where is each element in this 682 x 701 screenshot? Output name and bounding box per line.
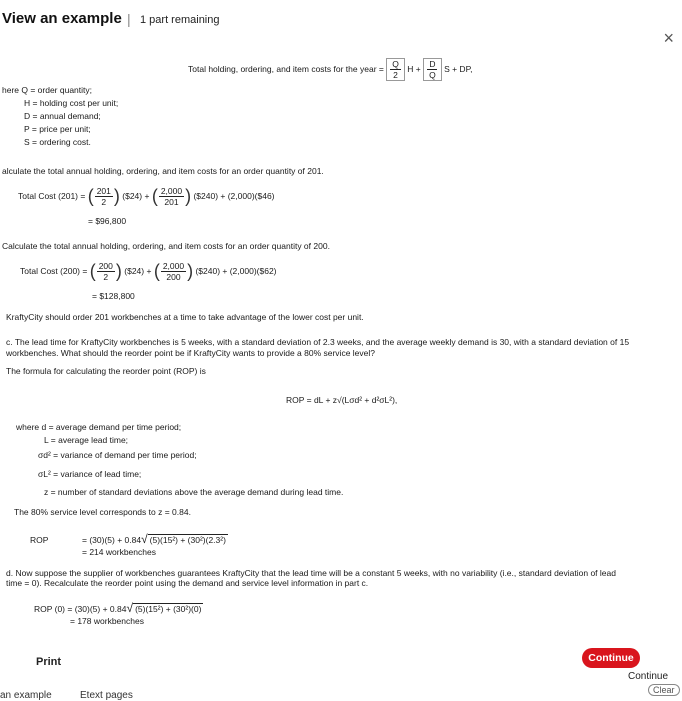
- rop0-label: ROP (0) =: [34, 604, 73, 614]
- continue-button[interactable]: Continue: [582, 648, 640, 668]
- calc200-equation: Total Cost (200) = ( $\frac{200}{2}$ ) ($24) + ( $\frac{2,000}{200}$ ) ($240) + (2,000)($62): [20, 261, 277, 282]
- calc201-label: Total Cost (201) =: [18, 190, 86, 201]
- formula-s-plus-dp: S + DP,: [444, 63, 473, 74]
- clear-button[interactable]: Clear: [648, 684, 680, 696]
- title-separator: |: [127, 11, 131, 27]
- calc200-num1: 200: [98, 261, 113, 271]
- part-d-line1: d. Now suppose the supplier of workbenches guarantees KraftyCity that the lead time will be a constant 5 weeks, with no variability (i.e., standard deviation of lead: [6, 568, 616, 578]
- var-d: D = annual demand;: [24, 111, 101, 121]
- print-button[interactable]: Print: [36, 656, 62, 668]
- rop-label: ROP: [30, 535, 49, 545]
- calc201-equation: Total Cost (201) = ( $\frac{201}{2}$ ) ($24) + ( $\frac{2,000}{201}$ ) ($240) + (2,000)($46): [18, 186, 275, 207]
- calc200-term1: ($24) +: [124, 265, 152, 276]
- var-q: here Q = order quantity;: [2, 85, 93, 95]
- var-h: H = holding cost per unit;: [24, 98, 119, 108]
- rop-radicand: (5)(15²) + (30²)(2.3²): [149, 535, 226, 545]
- tab-example[interactable]: an example: [0, 690, 52, 701]
- calc200-intro: Calculate the total annual holding, ordering, and item costs for an order quantity of 200.: [2, 241, 330, 251]
- d-over-q-box: [423, 58, 442, 81]
- formula-q: Q: [392, 59, 399, 69]
- rop0-result: = 178 workbenches: [70, 616, 144, 626]
- rop-formula: ROP = dL + z√(Lσd² + d²σL²),: [286, 395, 398, 405]
- calc201-num2: 2,000: [160, 186, 183, 196]
- formula-two: 2: [393, 70, 398, 80]
- var-p: P = price per unit;: [24, 124, 91, 134]
- parts-remaining: 1 part remaining: [140, 14, 220, 26]
- part-c-line2: workbenches. What should the reorder point be if KraftyCity wants to provide a 80% service level?: [6, 348, 375, 358]
- calc200-term2: ($240) + (2,000)($62): [195, 265, 277, 276]
- calc201-result: = $96,800: [88, 216, 127, 226]
- def-l: L = average lead time;: [44, 435, 129, 445]
- rop0-expr: (30)(5) + 0.84: [74, 604, 127, 614]
- calc201-num1: 201: [96, 186, 111, 196]
- def-d: where d = average demand per time period;: [16, 422, 182, 432]
- rop-equation: = (30)(5) + 0.84√ (5)(15²) + (30²)(2.3²): [82, 532, 226, 546]
- close-icon[interactable]: ×: [663, 28, 674, 48]
- rop-formula-intro: The formula for calculating the reorder point (ROP) is: [6, 366, 206, 376]
- calc201-den2: 201: [164, 197, 179, 207]
- calc200-den1: 2: [103, 272, 109, 282]
- def-z: z = number of standard deviations above the average demand during lead time.: [44, 487, 344, 497]
- service-level-text: The 80% service level corresponds to z = 0.84.: [14, 507, 191, 517]
- formula-label: Total holding, ordering, and item costs for the year =: [188, 63, 384, 74]
- formula-d: D: [429, 59, 436, 69]
- calc200-result: = $128,800: [92, 291, 135, 301]
- q-over-2-box: [386, 58, 405, 81]
- calc201-intro: alculate the total annual holding, ordering, and item costs for an order quantity of 201.: [2, 166, 324, 176]
- formula-q2: Q: [429, 70, 436, 80]
- total-cost-formula: [188, 58, 473, 81]
- part-c-line1: c. The lead time for KraftyCity workbenches is 5 weeks, with a standard deviation of 2.3 weeks, and the average weekly demand is 30, with a standard deviation of 15: [6, 337, 630, 347]
- part-d-line2: time = 0). Recalculate the reorder point using the demand and service level information in part c.: [6, 578, 369, 588]
- dialog-title: View an example: [2, 10, 122, 27]
- def-sd: σd² = variance of demand per time period;: [38, 450, 197, 460]
- def-sl: σL² = variance of lead time;: [38, 469, 142, 479]
- calc201-term1: ($24) +: [122, 190, 150, 201]
- var-s: S = ordering cost.: [24, 137, 91, 147]
- calc200-den2: 200: [166, 272, 181, 282]
- calc201-term2: ($240) + (2,000)($46): [193, 190, 275, 201]
- calc200-label: Total Cost (200) =: [20, 265, 88, 276]
- calc201-den1: 2: [101, 197, 107, 207]
- calc200-num2: 2,000: [162, 261, 185, 271]
- tab-etext[interactable]: Etext pages: [80, 690, 133, 701]
- rop-expr: = (30)(5) + 0.84: [82, 535, 142, 545]
- rop0-equation: ROP (0) = (30)(5) + 0.84√ (5)(15²) + (30²)(0): [34, 601, 202, 615]
- conclusion-text: KraftyCity should order 201 workbenches at a time to take advantage of the lower cost per unit.: [6, 312, 364, 322]
- rop-result: = 214 workbenches: [82, 547, 156, 557]
- formula-h-plus: H +: [407, 63, 421, 74]
- rop0-radicand: (5)(15²) + (30²)(0): [135, 604, 202, 614]
- continue-link[interactable]: Continue: [628, 671, 669, 682]
